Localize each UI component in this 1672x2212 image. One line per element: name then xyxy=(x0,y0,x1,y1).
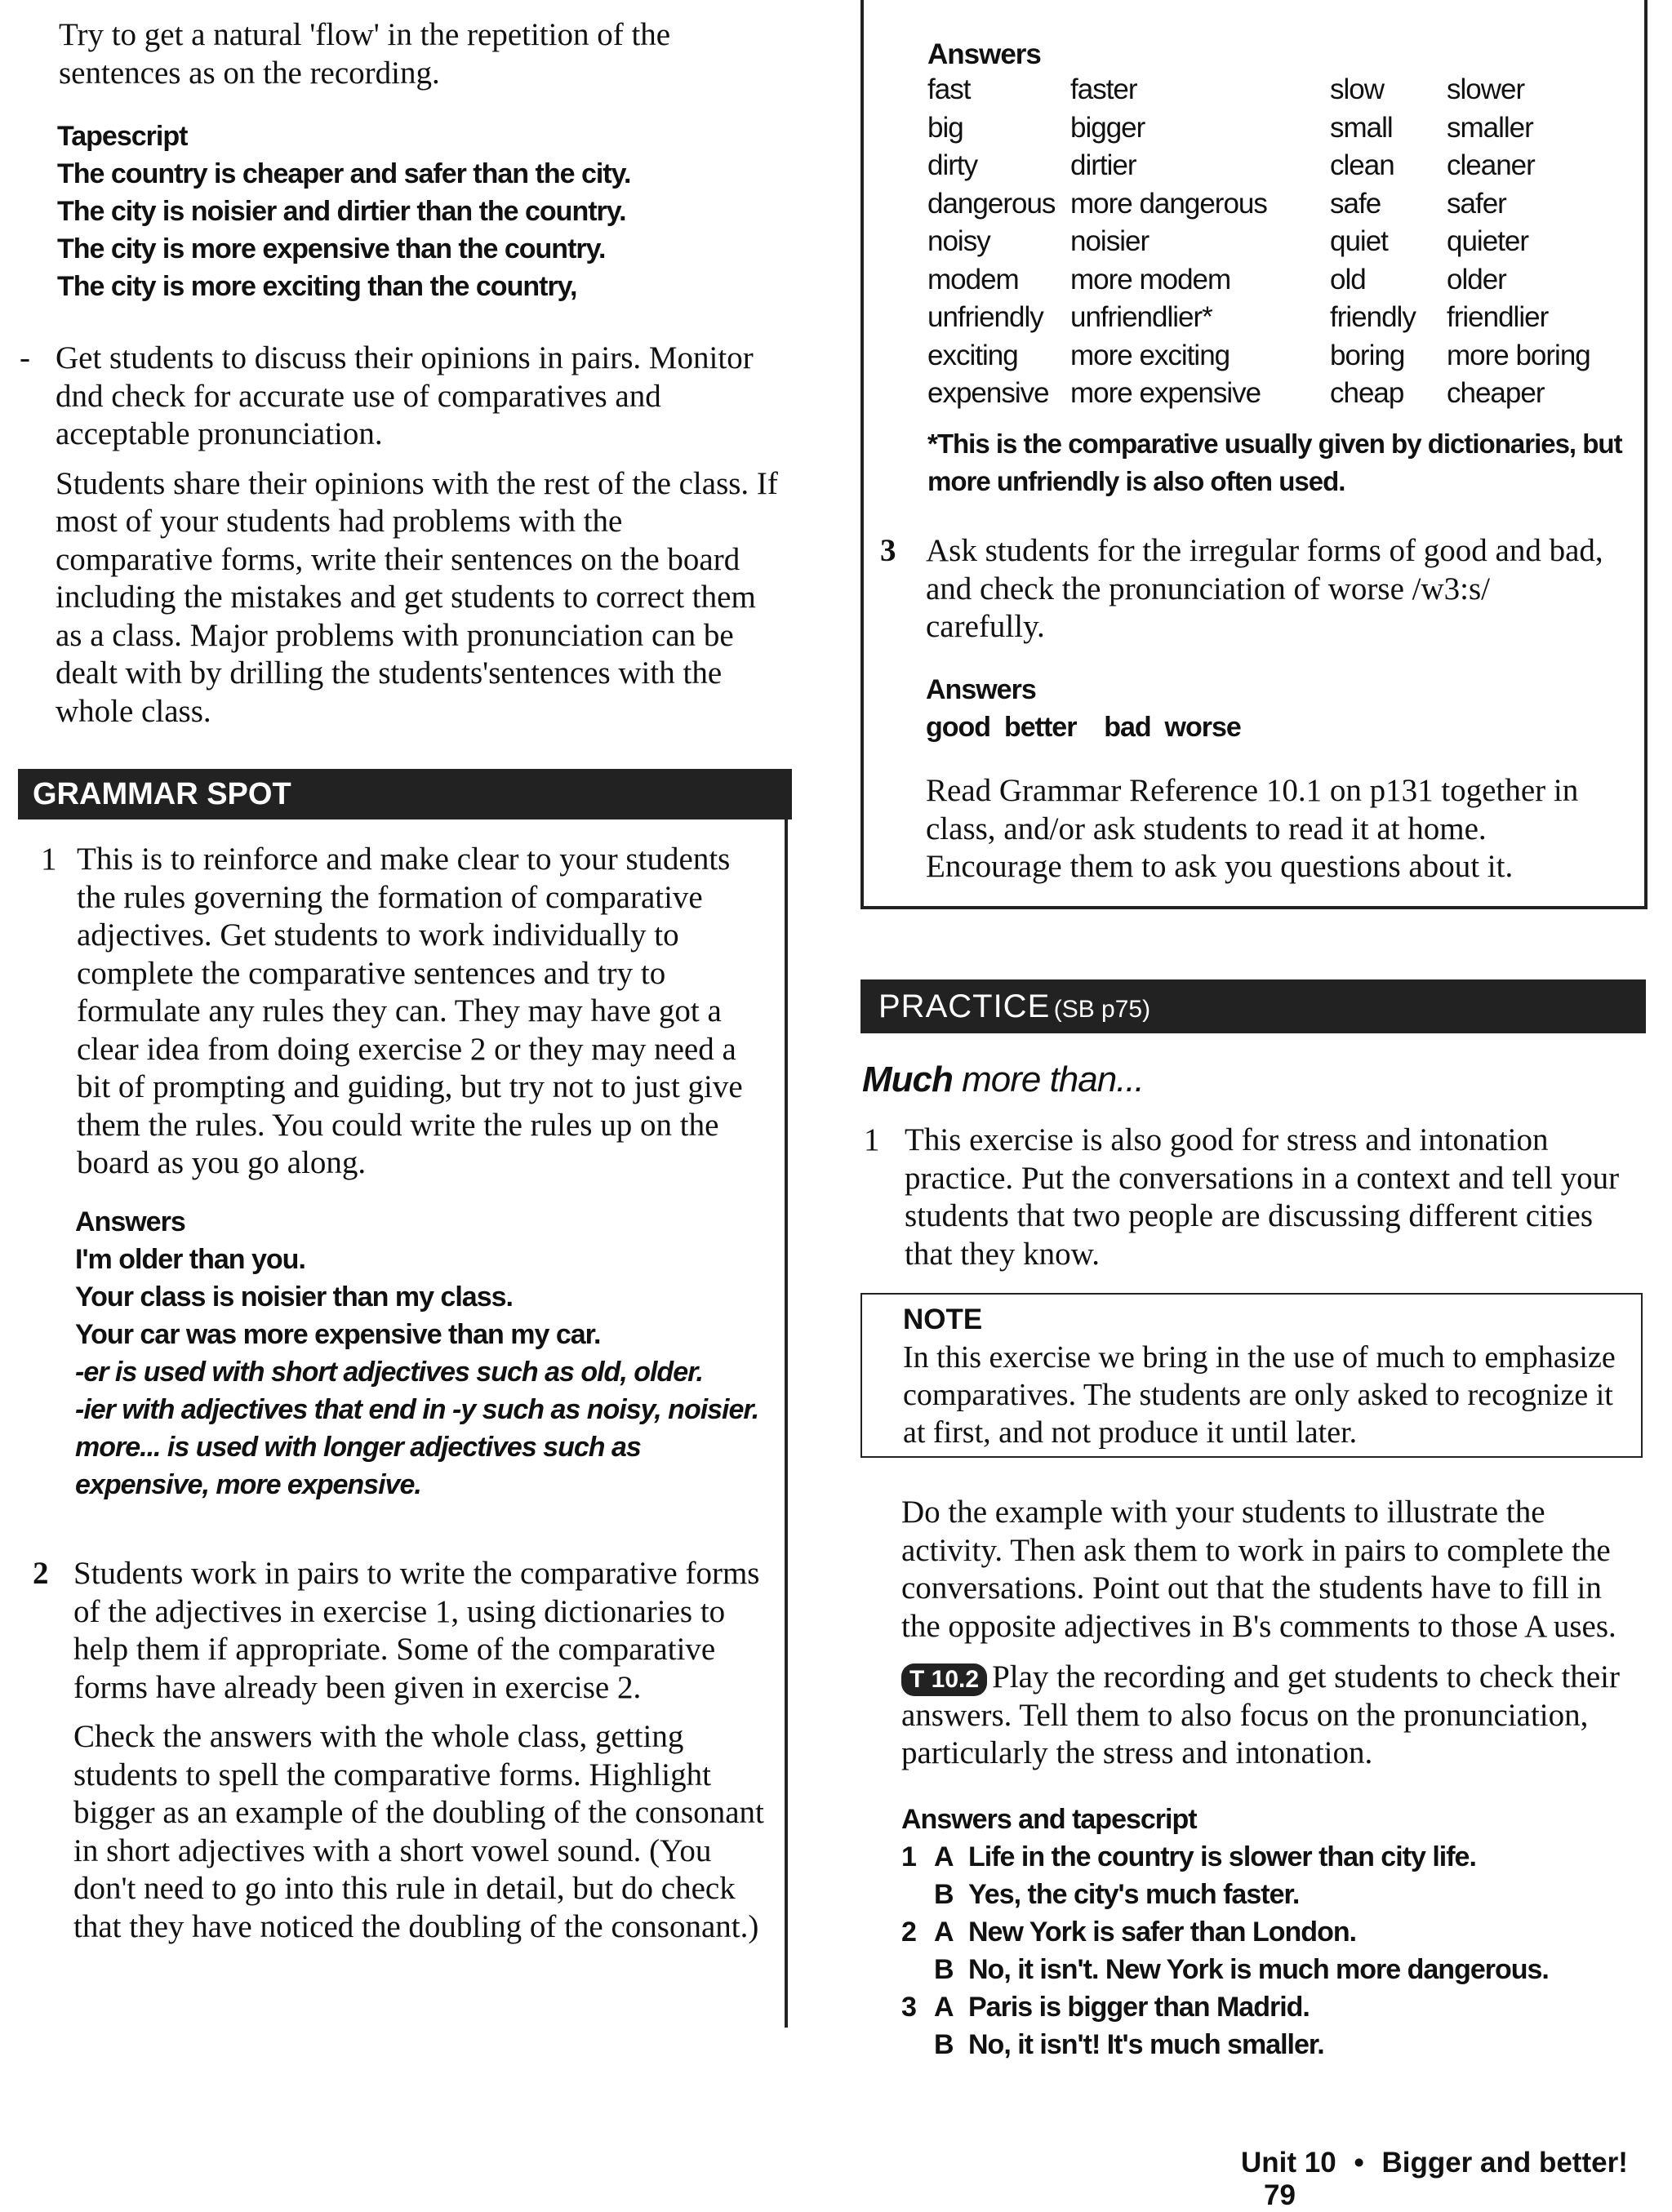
table-cell: clean xyxy=(1330,149,1394,181)
dialogue-text: No, it isn't! It's much smaller. xyxy=(968,2029,1324,2060)
table-cell: bigger xyxy=(1070,111,1145,144)
comparatives-table xyxy=(927,73,1626,415)
table-cell: quieter xyxy=(1447,225,1529,257)
play-paragraph xyxy=(901,1659,1636,1773)
dialogue-speaker: B xyxy=(934,1879,954,1910)
dialogue-speaker: A xyxy=(934,1917,954,1948)
table-cell: unfriendlier* xyxy=(1070,301,1212,333)
dialogue-text: Yes, the city's much faster. xyxy=(968,1879,1300,1910)
table-cell: quiet xyxy=(1330,225,1388,257)
gs-rule-2: -ier with adjectives that end in -y such as noisy, noisier. xyxy=(75,1394,759,1425)
practice-subheading xyxy=(862,1059,1144,1100)
dialogue-line xyxy=(901,1951,1636,1988)
table-cell: slower xyxy=(1447,73,1525,105)
track-badge: T 10.2 xyxy=(901,1663,987,1696)
dialogue-text: Paris is bigger than Madrid. xyxy=(968,1992,1310,2023)
tapescript-line: The country is cheaper and safer than the city. xyxy=(57,158,631,189)
dialogue-text: New York is safer than London. xyxy=(968,1917,1357,1948)
table-cell: small xyxy=(1330,111,1393,144)
grammar-spot-title: GRAMMAR SPOT xyxy=(33,777,291,811)
table-cell: cleaner xyxy=(1447,149,1535,181)
play-text: Play the recording and get students to check their answers. Tell them to also focus on the pronunciation, particularly the stress and intonation. xyxy=(901,1659,1620,1770)
dialogue-line xyxy=(901,1988,1636,2026)
right-box-right-rule xyxy=(1644,0,1648,908)
practice-title: PRACTICE xyxy=(878,988,1051,1024)
table-cell: unfriendly xyxy=(927,301,1043,333)
table-cell: fast xyxy=(927,73,971,105)
table-row xyxy=(927,377,1626,415)
item-3-number: 3 xyxy=(880,533,896,568)
note-title: NOTE xyxy=(903,1304,983,1335)
table-cell: dangerous xyxy=(927,187,1056,220)
dialogue-speaker: A xyxy=(934,1992,954,2023)
at-heading: Answers and tapescript xyxy=(901,1804,1197,1835)
tapescript-line: The city is noisier and dirtier than the country. xyxy=(57,196,626,227)
gs-answer-line: I'm older than you. xyxy=(75,1244,305,1275)
table-cell: expensive xyxy=(927,377,1049,409)
subheading-rest: more than... xyxy=(952,1059,1144,1099)
dialogue-number xyxy=(901,2026,934,2063)
dialogue-number xyxy=(901,1951,934,1988)
grammar-reference-text: Read Grammar Reference 10.1 on p131 together in class, and/or ask students to read it at home. Encourage them to ask you questions about it. xyxy=(926,773,1579,884)
table-cell: modem xyxy=(927,263,1019,295)
right-box-bottom-rule xyxy=(860,906,1648,909)
footer-unit: Unit 10 xyxy=(1241,2147,1336,2179)
example-text: Do the example with your students to illustrate the activity. Then ask them to work in pairs to complete the conversations. Point out that the students have to fill in the opposite adjectives in B's comments to those A uses. xyxy=(901,1495,1616,1644)
table-cell: smaller xyxy=(1447,111,1533,144)
practice-ref: (SB p75) xyxy=(1053,996,1151,1023)
dialogue-speaker: A xyxy=(934,1841,954,1872)
footnote-line-1: *This is the comparative usually given by dictionaries, but xyxy=(927,428,1622,459)
grammar-spot-rule xyxy=(785,820,788,2028)
table-cell: exciting xyxy=(927,339,1018,371)
footnote-line-2: more unfriendly is also often used. xyxy=(927,465,1345,496)
answers2-line: good better bad worse xyxy=(926,712,1241,743)
gs-answer-line: Your car was more expensive than my car. xyxy=(75,1319,601,1350)
table-cell: noisier xyxy=(1070,225,1150,257)
note-text: In this exercise we bring in the use of much to emphasize comparatives. The students are only asked to recognize it at first, and not produce it until later. xyxy=(903,1340,1616,1450)
dialogue-line xyxy=(901,2026,1636,2063)
practice-item-1-text: This exercise is also good for stress and intonation practice. Put the conversations in a context and tell your students that two people are discussing different cities that they know. xyxy=(905,1122,1620,1272)
table-cell: boring xyxy=(1330,339,1405,371)
gs-item-1-text: This is to reinforce and make clear to your students the rules governing the formation of comparative adjectives. Get students to work individually to complete the comparative sentences and try to formulate any rules they can. They may have got a clear idea from doing exercise 2 or they may need a bit of prompting and guiding, but try not to just give them the rules. You could write the rules up on the board as you go along. xyxy=(77,842,743,1180)
tapescript-heading: Tapescript xyxy=(57,121,188,152)
table-cell: noisy xyxy=(927,225,990,257)
table-row xyxy=(927,340,1626,378)
dialogue-speaker: B xyxy=(934,2029,954,2060)
gs-answers-heading: Answers xyxy=(75,1206,185,1237)
table-cell: more modem xyxy=(1070,263,1231,295)
table-cell: safe xyxy=(1330,187,1381,220)
intro-line-1: Try to get a natural 'flow' in the repetition of the xyxy=(59,17,671,52)
table-cell: older xyxy=(1447,263,1506,295)
table-cell: dirty xyxy=(927,149,978,181)
dialogue-number: 2 xyxy=(901,1917,916,1948)
pairs-paragraph: Get students to discuss their opinions in pairs. Monitor dnd check for accurate use of comparatives and acceptable pronunciation. xyxy=(56,340,754,451)
practice-item-1 xyxy=(864,1122,1639,1273)
table-row xyxy=(927,301,1626,340)
tapescript-block xyxy=(57,118,792,305)
grammar-spot-banner xyxy=(18,769,792,820)
gs-item-2-number: 2 xyxy=(33,1556,49,1591)
dialogue-speaker: B xyxy=(934,1954,954,1985)
footer-title: Bigger and better! xyxy=(1381,2147,1628,2179)
table-row xyxy=(927,112,1626,150)
table-cell: cheap xyxy=(1330,377,1404,409)
gs-item-2-check: Check the answers with the whole class, getting students to spell the comparative forms. Highlight bigger as an example of the doubling of the consonant in short adjectives with a short vowel sound. (You don't need to go into this rule in detail, but do check that they have noticed the doubling of the consonant.) xyxy=(73,1719,764,1944)
dialogue-number: 1 xyxy=(901,1841,916,1872)
table-cell: cheaper xyxy=(1447,377,1545,409)
comparatives-answers xyxy=(927,36,1638,500)
table-cell: more expensive xyxy=(1070,377,1261,409)
comparatives-footnote xyxy=(927,425,1638,500)
table-cell: safer xyxy=(1447,187,1506,220)
footer-separator: • xyxy=(1354,2147,1364,2179)
grammar-reference xyxy=(926,772,1628,886)
table-cell: friendly xyxy=(1330,301,1416,333)
dialogue-line xyxy=(901,1838,1636,1876)
practice-item-1-number: 1 xyxy=(864,1122,880,1157)
table-cell: more boring xyxy=(1447,339,1590,371)
table-row xyxy=(927,188,1626,226)
item-3-text: Ask students for the irregular forms of good and bad, and check the pronunciation of worse /w3:s/ carefully. xyxy=(926,533,1603,644)
table-cell: big xyxy=(927,111,963,144)
table-cell: slow xyxy=(1330,73,1385,105)
table-row xyxy=(927,264,1626,302)
dialogue-text: No, it isn't. New York is much more dangerous. xyxy=(968,1954,1549,1985)
tapescript-line: The city is more expensive than the country. xyxy=(57,233,606,264)
subheading-bold: Much xyxy=(862,1059,953,1099)
table-row xyxy=(927,225,1626,264)
table-cell: friendlier xyxy=(1447,301,1549,333)
gs-item-1-number: 1 xyxy=(41,842,57,877)
example-paragraph xyxy=(901,1494,1636,1773)
practice-banner xyxy=(860,979,1646,1033)
table-row xyxy=(927,73,1626,112)
dialogue-number xyxy=(901,1876,934,1913)
table-cell: more dangerous xyxy=(1070,187,1267,220)
gs-item-2-text: Students work in pairs to write the comparative forms of the adjectives in exercise 1, using dictionaries to help them if appropriate. Some of the comparative forms have already been given in exercise 2. xyxy=(73,1556,760,1705)
intro-line-2: sentences as on the recording. xyxy=(59,55,440,91)
left-intro xyxy=(59,16,794,92)
dialogue-number: 3 xyxy=(901,1992,916,2023)
table-row xyxy=(927,149,1626,188)
page-number: 79 xyxy=(1264,2179,1296,2211)
gs-item-2 xyxy=(33,1555,767,1946)
answers-heading: Answers xyxy=(927,38,1041,70)
tapescript-line: The city is more exciting than the country, xyxy=(57,271,577,302)
answers-tapescript xyxy=(901,1801,1636,2063)
table-cell: faster xyxy=(1070,73,1137,105)
gs-answer-line: Your class is noisier than my class. xyxy=(75,1281,513,1313)
right-item-3 xyxy=(880,532,1615,646)
dialogue-text: Life in the country is slower than city life. xyxy=(968,1841,1476,1872)
share-paragraph: Students share their opinions with the rest of the class. If most of your students had problems with the comparative forms, write their sentences on the board including the mistakes and get students to correct them as a class. Major problems with pronunciation can be dealt with by drilling the students'sentences with the whole class. xyxy=(56,465,778,729)
bullet-mark: - xyxy=(20,340,30,375)
gs-rule-3: more... is used with longer adjectives such as expensive, more expensive. xyxy=(75,1432,641,1500)
table-cell: dirtier xyxy=(1070,149,1136,181)
irregular-answers xyxy=(926,671,1628,746)
gs-rule-1: -er is used with short adjectives such as old, older. xyxy=(75,1357,703,1388)
gs-answers-block xyxy=(75,1203,777,1504)
dialogue-line xyxy=(901,1913,1636,1951)
table-cell: old xyxy=(1330,263,1366,295)
pairs-section xyxy=(20,340,787,731)
grammar-spot-body xyxy=(41,841,767,1183)
right-box-left-rule xyxy=(860,0,864,908)
page-footer xyxy=(1241,2147,1672,2212)
answers2-heading: Answers xyxy=(926,674,1036,705)
table-cell: more exciting xyxy=(1070,339,1230,371)
dialogue-line xyxy=(901,1876,1636,1913)
note-box xyxy=(860,1293,1643,1458)
